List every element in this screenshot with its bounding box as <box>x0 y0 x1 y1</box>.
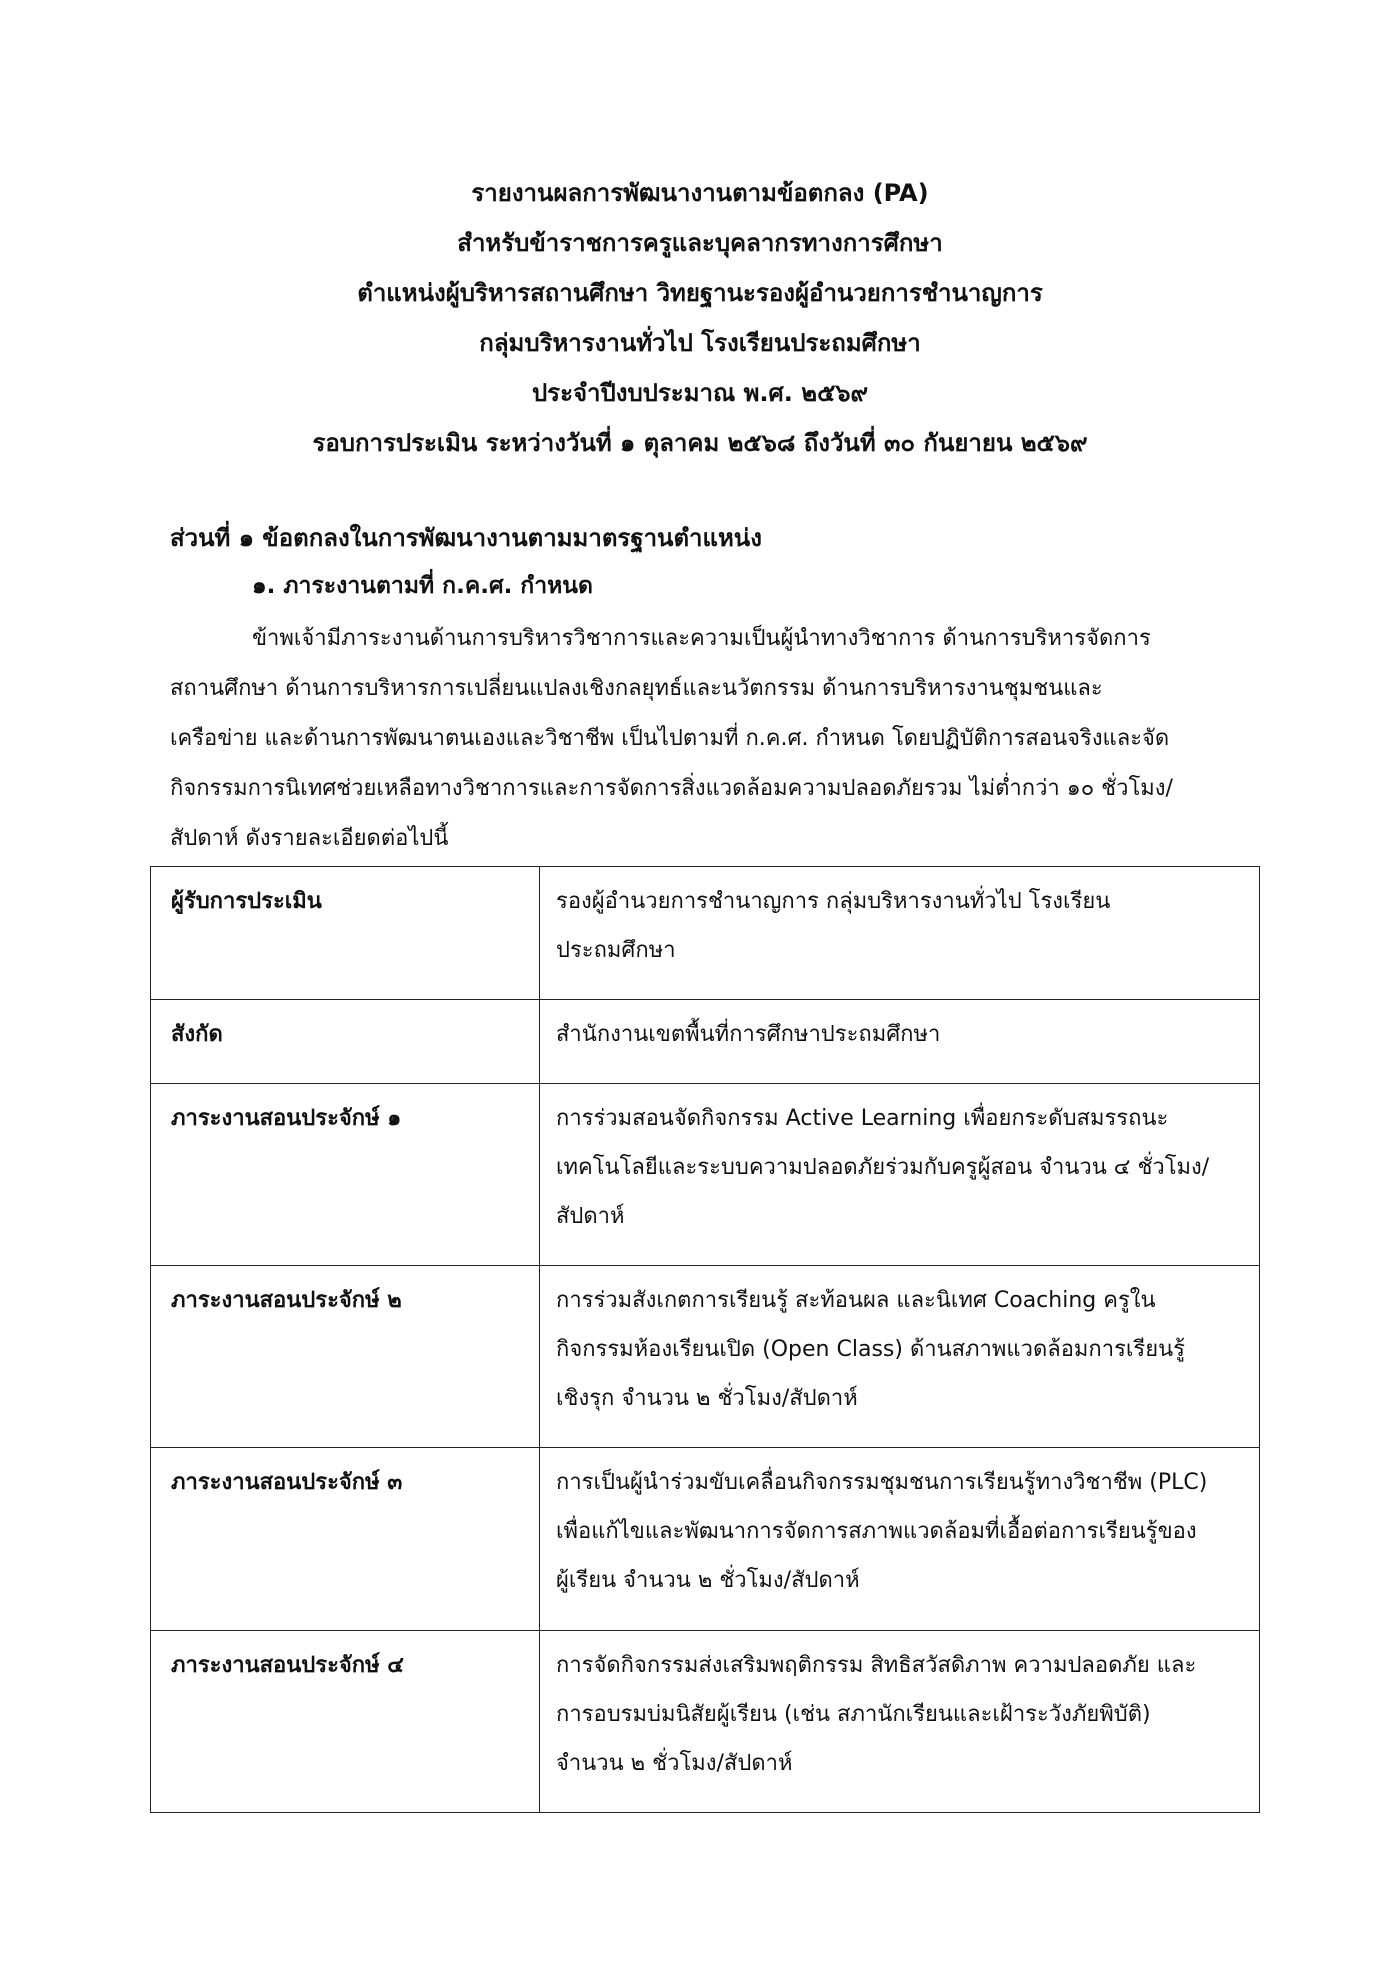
title-line: ประจำปีงบประมาณ พ.ศ. ๒๕๖๙ <box>531 379 869 407</box>
value-line: ผู้เรียน จำนวน ๒ ชั่วโมง/สัปดาห์ <box>556 1568 860 1593</box>
table-row <box>151 1000 1260 1084</box>
value-line: เพื่อแก้ไขและพัฒนาการจัดการสภาพแวดล้อมที่เอื้อต่อการเรียนรู้ของ <box>556 1519 1197 1544</box>
table-row <box>151 1631 1260 1813</box>
title-line: สำหรับข้าราชการครูและบุคลากรทางการศึกษา <box>457 229 943 257</box>
table-row <box>151 1266 1260 1448</box>
title-line: รอบการประเมิน ระหว่างวันที่ ๑ ตุลาคม ๒๕๖๘ ถึงวันที่ ๓๐ กันยายน ๒๕๖๙ <box>312 429 1088 457</box>
intro-line: กิจกรรมการนิเทศช่วยเหลือทางวิชาการและการจัดการสิ่งแวดล้อมความปลอดภัยรวม ไม่ต่ำกว่า ๑๐ ชั่วโมง/ <box>170 776 1173 801</box>
workload-table <box>150 866 1260 1813</box>
table-row <box>151 1448 1260 1631</box>
value-line: การเป็นผู้นำร่วมขับเคลื่อนกิจกรรมชุมชนการเรียนรู้ทางวิชาชีพ (PLC) <box>556 1470 1208 1495</box>
intro-line: เครือข่าย และด้านการพัฒนาตนเองและวิชาชีพ เป็นไปตามที่ ก.ค.ศ. กำหนด โดยปฏิบัติการสอนจริงและจัด <box>170 726 1170 751</box>
intro-paragraph <box>170 614 1245 864</box>
row-label: ภาระงานสอนประจักษ์ ๓ <box>151 1448 540 1631</box>
table-row <box>151 1084 1260 1266</box>
value-line: การร่วมสอนจัดกิจกรรม Active Learning เพื่อยกระดับสมรรถนะ <box>556 1106 1169 1131</box>
value-line: กิจกรรมห้องเรียนเปิด (Open Class) ด้านสภาพแวดล้อมการเรียนรู้ <box>556 1337 1185 1362</box>
value-line: ประถมศึกษา <box>556 938 676 963</box>
row-label: ภาระงานสอนประจักษ์ ๔ <box>151 1631 540 1813</box>
row-value <box>540 867 1260 1000</box>
row-value <box>540 1000 1260 1084</box>
value-line: สัปดาห์ <box>556 1204 625 1229</box>
value-line: การร่วมสังเกตการเรียนรู้ สะท้อนผล และนิเทศ Coaching ครูใน <box>556 1288 1156 1313</box>
row-value <box>540 1266 1260 1448</box>
value-line: การจัดกิจกรรมส่งเสริมพฤติกรรม สิทธิสวัสดิภาพ ความปลอดภัย และ <box>556 1653 1197 1678</box>
section-heading: ส่วนที่ ๑ ข้อตกลงในการพัฒนางานตามมาตรฐานตำแหน่ง <box>170 524 762 552</box>
table-row <box>151 867 1260 1000</box>
title-line: ตำแหน่งผู้บริหารสถานศึกษา วิทยฐานะรองผู้อำนวยการชำนาญการ <box>357 279 1043 307</box>
value-line: สำนักงานเขตพื้นที่การศึกษาประถมศึกษา <box>556 1022 941 1047</box>
report-title-block <box>150 168 1250 468</box>
value-line: จำนวน ๒ ชั่วโมง/สัปดาห์ <box>556 1751 793 1776</box>
row-value <box>540 1631 1260 1813</box>
sub-heading: ๑. ภาระงานตามที่ ก.ค.ศ. กำหนด <box>252 573 593 599</box>
value-line: การอบรมบ่มนิสัยผู้เรียน (เช่น สภานักเรียนและเฝ้าระวังภัยพิบัติ) <box>556 1702 1151 1727</box>
intro-line: สัปดาห์ ดังรายละเอียดต่อไปนี้ <box>170 826 449 851</box>
row-value <box>540 1448 1260 1631</box>
row-label: ผู้รับการประเมิน <box>151 867 540 1000</box>
intro-line: ข้าพเจ้ามีภาระงานด้านการบริหารวิชาการและความเป็นผู้นำทางวิชาการ ด้านการบริหารจัดการ <box>252 626 1151 651</box>
row-label: ภาระงานสอนประจักษ์ ๑ <box>151 1084 540 1266</box>
row-label: ภาระงานสอนประจักษ์ ๒ <box>151 1266 540 1448</box>
title-line: รายงานผลการพัฒนางานตามข้อตกลง (PA) <box>471 179 929 207</box>
row-label: สังกัด <box>151 1000 540 1084</box>
title-line: กลุ่มบริหารงานทั่วไป โรงเรียนประถมศึกษา <box>479 329 921 357</box>
value-line: เชิงรุก จำนวน ๒ ชั่วโมง/สัปดาห์ <box>556 1386 858 1411</box>
value-line: รองผู้อำนวยการชำนาญการ กลุ่มบริหารงานทั่วไป โรงเรียน <box>556 889 1111 914</box>
row-value <box>540 1084 1260 1266</box>
intro-line: สถานศึกษา ด้านการบริหารการเปลี่ยนแปลงเชิงกลยุทธ์และนวัตกรรม ด้านการบริหารงานชุมชนและ <box>170 676 1103 701</box>
value-line: เทคโนโลยีและระบบความปลอดภัยร่วมกับครูผู้สอน จำนวน ๔ ชั่วโมง/ <box>556 1155 1210 1180</box>
